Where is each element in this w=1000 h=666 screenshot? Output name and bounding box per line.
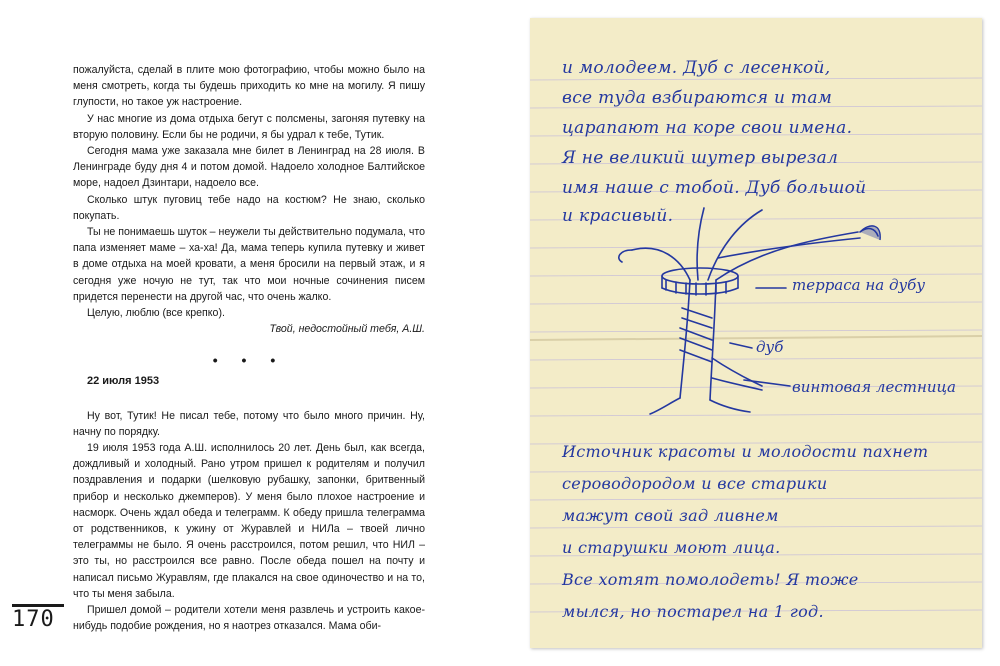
handwritten-line: Я не великий шутер вырезал bbox=[562, 148, 839, 168]
handwritten-letter-photo bbox=[530, 18, 982, 648]
page-number bbox=[12, 604, 64, 634]
right-page bbox=[500, 0, 1000, 666]
paragraph: пожалуйста, сделай в плите мою фотографию, чтобы можно было на меня смотреть, когда ты будешь приходить ко мне на могилу. Я пишу глупости, но такое уж настроение. bbox=[73, 64, 425, 109]
date-heading: 22 июля 1953 bbox=[87, 375, 160, 388]
handwritten-line: сероводородом и все старики bbox=[562, 474, 828, 493]
handwritten-line: Источник красоты и молодости пахнет bbox=[562, 442, 929, 461]
handwritten-line: и старушки моют лица. bbox=[562, 538, 781, 557]
paragraph: Ну вот, Тутик! Не писал тебе, потому что было много причин. Ну, начну по порядку. bbox=[73, 409, 425, 438]
text-column bbox=[73, 62, 425, 635]
handwritten-line: Все хотят помолодеть! Я тоже bbox=[562, 570, 859, 589]
paragraph: Сегодня мама уже заказала мне билет в Ленинград на 28 июля. В Ленинграде буду дня 4 и потом домой. Надоело холодное Балтийское море, надоел Дзинтари, надоело все. bbox=[73, 145, 425, 190]
oak-label: дуб bbox=[756, 338, 784, 356]
handwritten-line: и красивый. bbox=[562, 206, 674, 226]
handwritten-line: все туда взбираются и там bbox=[562, 88, 833, 108]
paragraph: Ты не понимаешь шуток – неужели ты действительно подумала, что папа изменяет маме – ха-ха! Да, мама теперь купила путевку и живет в доме отдыха на моей кровати, а меня бросили на первый этаж, и я сегодня уже ночую не тут, так что мои ночные сочинения писем придется перенести на другой час, что очень жалко. bbox=[73, 226, 426, 303]
paragraph: Сколько штук пуговиц тебе надо на костюм? Не знаю, сколько покупать. bbox=[73, 193, 425, 222]
paragraph: 19 июля 1953 года А.Ш. исполнилось 20 лет. День был, как всегда, дождливый и холодный. Рано утром пришел к родителям и получил поздравления и подарки (шелковую рубашку, запонки, бритвенный прибор и несколько джемперов). У меня было плохое настроение и насморк. Очень ждал обеда и телеграмм. К обеду пришла телеграмма от родственников, к ужину от Журавлей и НИЛа – твоей лично телеграммы не было. Я очень расстроился, потом решил, что НИЛ – это ты, но расстроился все равно. После обеда пошел на почту и написал письмо Журавлям, где плакался на свое одиночество и на то, что ты меня забыла. bbox=[73, 442, 425, 600]
handwritten-line: имя наше с тобой. Дуб большой bbox=[562, 178, 867, 198]
handwritten-line: мылся, но постарел на 1 год. bbox=[562, 602, 824, 621]
page-number-text: 170 bbox=[12, 607, 55, 632]
stairs-label: винтовая лестница bbox=[792, 378, 956, 396]
handwritten-line: царапают на коре свои имена. bbox=[562, 118, 853, 138]
section-separator: • • • bbox=[212, 352, 286, 369]
paragraph: Целую, люблю (все крепко). bbox=[87, 307, 225, 320]
branch-leaf bbox=[860, 226, 880, 240]
handwritten-line: мажут свой зад ливнем bbox=[562, 506, 779, 525]
paragraph: Пришел домой – родители хотели меня развлечь и устроить какое-нибудь подобие рождения, но я наотрез отказался. Мама оби- bbox=[73, 604, 425, 633]
signature: Твой, недостойный тебя, А.Ш. bbox=[269, 323, 425, 336]
handwritten-line: и молодеем. Дуб с лесенкой, bbox=[562, 58, 831, 78]
paragraph: У нас многие из дома отдыха бегут с полсмены, загоняя путевку на вторую половину. Если бы не родичи, я бы удрал к тебе, Тутик. bbox=[73, 112, 425, 141]
terrace-label: терраса на дубу bbox=[792, 276, 926, 294]
